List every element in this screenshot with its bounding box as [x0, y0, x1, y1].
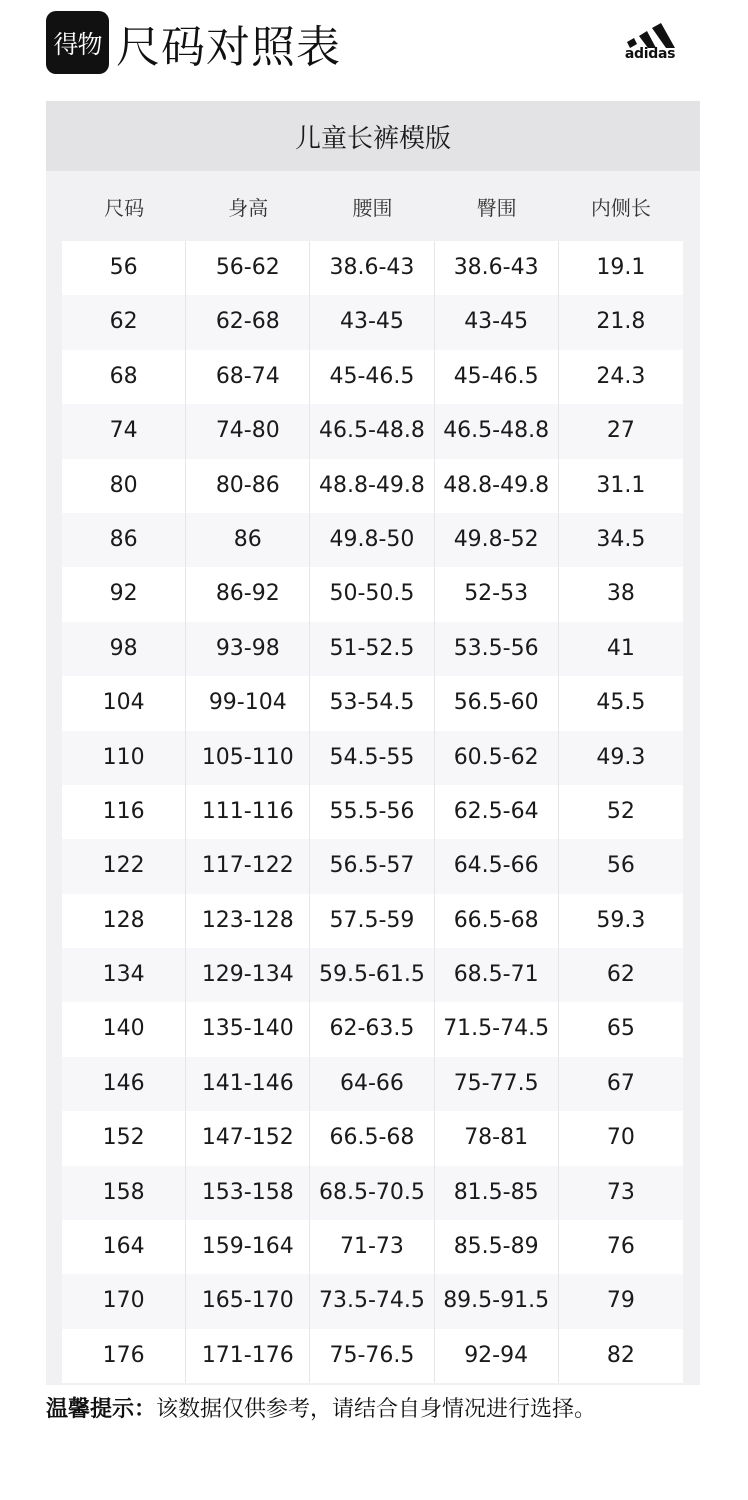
- table-cell: 19.1: [596, 255, 646, 280]
- column-header: 内侧长: [590, 196, 651, 220]
- table-row: [62, 1220, 683, 1274]
- table-cell: 49.8-52: [435, 513, 559, 567]
- table-cell: 147-152: [186, 1111, 310, 1165]
- table-cell: 73: [606, 1179, 635, 1205]
- table-cell: 56: [606, 853, 635, 879]
- table-cell: 46.5-48.8: [310, 404, 434, 458]
- table-row: [62, 1002, 683, 1056]
- table-cell: 56.5-60: [435, 676, 559, 730]
- table-row: [62, 567, 683, 621]
- table-cell: 67: [606, 1070, 635, 1096]
- table-cell: 85.5-89: [435, 1220, 559, 1274]
- table-row: [62, 295, 683, 349]
- table-cell: 74-80: [186, 404, 310, 458]
- table-cell: 111-116: [186, 785, 310, 839]
- table-cell: 38.6-43: [435, 241, 559, 295]
- table-cell: 51-52.5: [310, 622, 434, 676]
- table-cell: 68.5-70.5: [310, 1166, 434, 1220]
- table-row: [62, 676, 683, 730]
- table-cell: 57.5-59: [310, 894, 434, 948]
- table-cell: 45-46.5: [435, 350, 559, 404]
- table-cell: 56: [62, 241, 186, 295]
- table-cell: 64.5-66: [435, 839, 559, 893]
- table-row: [62, 622, 683, 676]
- table-cell: 134: [62, 948, 186, 1002]
- brand-logo: [612, 22, 688, 64]
- table-cell: 55.5-56: [310, 785, 434, 839]
- table-cell: 48.8-49.8: [435, 459, 559, 513]
- app-logo: [46, 11, 109, 74]
- footer-note: [46, 1393, 706, 1427]
- table-cell: 93-98: [186, 622, 310, 676]
- table-cell: 92-94: [435, 1329, 559, 1383]
- table-cell: 62.5-64: [435, 785, 559, 839]
- column-header: 腰围: [352, 196, 393, 220]
- brand-name: adidas: [624, 46, 676, 62]
- table-cell: 141-146: [186, 1057, 310, 1111]
- size-chart-panel: [46, 101, 700, 1385]
- table-cell: 74: [62, 404, 186, 458]
- table-cell: 79: [606, 1288, 635, 1314]
- table-cell: 43-45: [435, 295, 559, 349]
- table-cell: 38: [606, 581, 635, 607]
- note-text: 该数据仅供参考，请结合自身情况进行选择。: [156, 1397, 597, 1422]
- table-cell: 165-170: [186, 1274, 310, 1328]
- table-cell: 158: [62, 1166, 186, 1220]
- table-cell: 128: [62, 894, 186, 948]
- column-header: 尺码: [104, 196, 145, 220]
- table-cell: 27: [606, 418, 635, 444]
- table-row: [62, 1329, 683, 1383]
- table-row: [62, 785, 683, 839]
- table-cell: 104: [62, 676, 186, 730]
- table-cell: 66.5-68: [310, 1111, 434, 1165]
- table-cell: 68.5-71: [435, 948, 559, 1002]
- table-cell: 62-63.5: [310, 1002, 434, 1056]
- table-cell: 71-73: [310, 1220, 434, 1274]
- table-row: [62, 350, 683, 404]
- table-row: [62, 894, 683, 948]
- table-cell: 86-92: [186, 567, 310, 621]
- note-label: 温馨提示：: [46, 1397, 157, 1422]
- table-cell: 38.6-43: [310, 241, 434, 295]
- table-cell: 80: [62, 459, 186, 513]
- table-row: [62, 1274, 683, 1328]
- table-row: [62, 731, 683, 785]
- table-cell: 105-110: [186, 731, 310, 785]
- table-cell: 86: [62, 513, 186, 567]
- table-cell: 82: [606, 1342, 635, 1368]
- table-cell: 117-122: [186, 839, 310, 893]
- table-cell: 45-46.5: [310, 350, 434, 404]
- table-cell: 54.5-55: [310, 731, 434, 785]
- table-row: [62, 1166, 683, 1220]
- table-cell: 76: [606, 1234, 635, 1260]
- table-cell: 71.5-74.5: [435, 1002, 559, 1056]
- table-cell: 176: [62, 1329, 186, 1383]
- table-cell: 78-81: [435, 1111, 559, 1165]
- table-cell: 62: [606, 962, 635, 988]
- table-cell: 56-62: [186, 241, 310, 295]
- table-cell: 49.8-50: [310, 513, 434, 567]
- table-cell: 48.8-49.8: [310, 459, 434, 513]
- table-cell: 70: [606, 1125, 635, 1151]
- table-body: [62, 241, 683, 1383]
- table-cell: 60.5-62: [435, 731, 559, 785]
- table-cell: 129-134: [186, 948, 310, 1002]
- table-row: [62, 459, 683, 513]
- table-row: [62, 404, 683, 458]
- table-cell: 52-53: [435, 567, 559, 621]
- table-cell: 50-50.5: [310, 567, 434, 621]
- table-cell: 164: [62, 1220, 186, 1274]
- table-cell: 59.5-61.5: [310, 948, 434, 1002]
- table-cell: 152: [62, 1111, 186, 1165]
- table-cell: 56.5-57: [310, 839, 434, 893]
- table-cell: 46.5-48.8: [435, 404, 559, 458]
- table-cell: 81.5-85: [435, 1166, 559, 1220]
- table-cell: 73.5-74.5: [310, 1274, 434, 1328]
- table-cell: 41: [606, 635, 635, 661]
- table-cell: 68: [62, 350, 186, 404]
- table-cell: 89.5-91.5: [435, 1274, 559, 1328]
- adidas-stripes-icon: [625, 22, 675, 48]
- table-row: [62, 1057, 683, 1111]
- table-cell: 116: [62, 785, 186, 839]
- table-cell: 24.3: [596, 363, 646, 389]
- table-cell: 146: [62, 1057, 186, 1111]
- app-logo-text: 得物: [53, 29, 102, 59]
- table-cell: 140: [62, 1002, 186, 1056]
- table-cell: 62: [62, 295, 186, 349]
- table-cell: 123-128: [186, 894, 310, 948]
- table-cell: 75-77.5: [435, 1057, 559, 1111]
- table-cell: 86: [186, 513, 310, 567]
- table-cell: 59.3: [596, 907, 646, 933]
- table-cell: 65: [606, 1016, 635, 1042]
- table-header-row: [62, 180, 683, 236]
- table-cell: 49.3: [596, 744, 646, 770]
- table-row: [62, 1111, 683, 1165]
- table-cell: 66.5-68: [435, 894, 559, 948]
- table-cell: 43-45: [310, 295, 434, 349]
- table-cell: 110: [62, 731, 186, 785]
- table-row: [62, 948, 683, 1002]
- table-cell: 21.8: [596, 309, 646, 335]
- column-header: 身高: [228, 196, 269, 220]
- table-title: 儿童长裤模版: [46, 101, 700, 171]
- table-row: [62, 241, 683, 295]
- table-cell: 68-74: [186, 350, 310, 404]
- page-title: 尺码对照表: [116, 22, 341, 73]
- table-cell: 99-104: [186, 676, 310, 730]
- table-cell: 153-158: [186, 1166, 310, 1220]
- table-cell: 62-68: [186, 295, 310, 349]
- table-cell: 98: [62, 622, 186, 676]
- table-cell: 122: [62, 839, 186, 893]
- table-cell: 53-54.5: [310, 676, 434, 730]
- table-cell: 171-176: [186, 1329, 310, 1383]
- table-cell: 75-76.5: [310, 1329, 434, 1383]
- table-cell: 135-140: [186, 1002, 310, 1056]
- table-cell: 64-66: [310, 1057, 434, 1111]
- column-header: 臀围: [476, 196, 517, 220]
- table-cell: 53.5-56: [435, 622, 559, 676]
- table-row: [62, 513, 683, 567]
- table-cell: 92: [62, 567, 186, 621]
- table-cell: 52: [606, 798, 635, 824]
- table-cell: 31.1: [596, 472, 646, 498]
- table-cell: 45.5: [596, 690, 646, 716]
- table-cell: 170: [62, 1274, 186, 1328]
- table-row: [62, 839, 683, 893]
- page-header: [0, 0, 748, 100]
- table-cell: 159-164: [186, 1220, 310, 1274]
- table-cell: 80-86: [186, 459, 310, 513]
- table-cell: 34.5: [596, 526, 646, 552]
